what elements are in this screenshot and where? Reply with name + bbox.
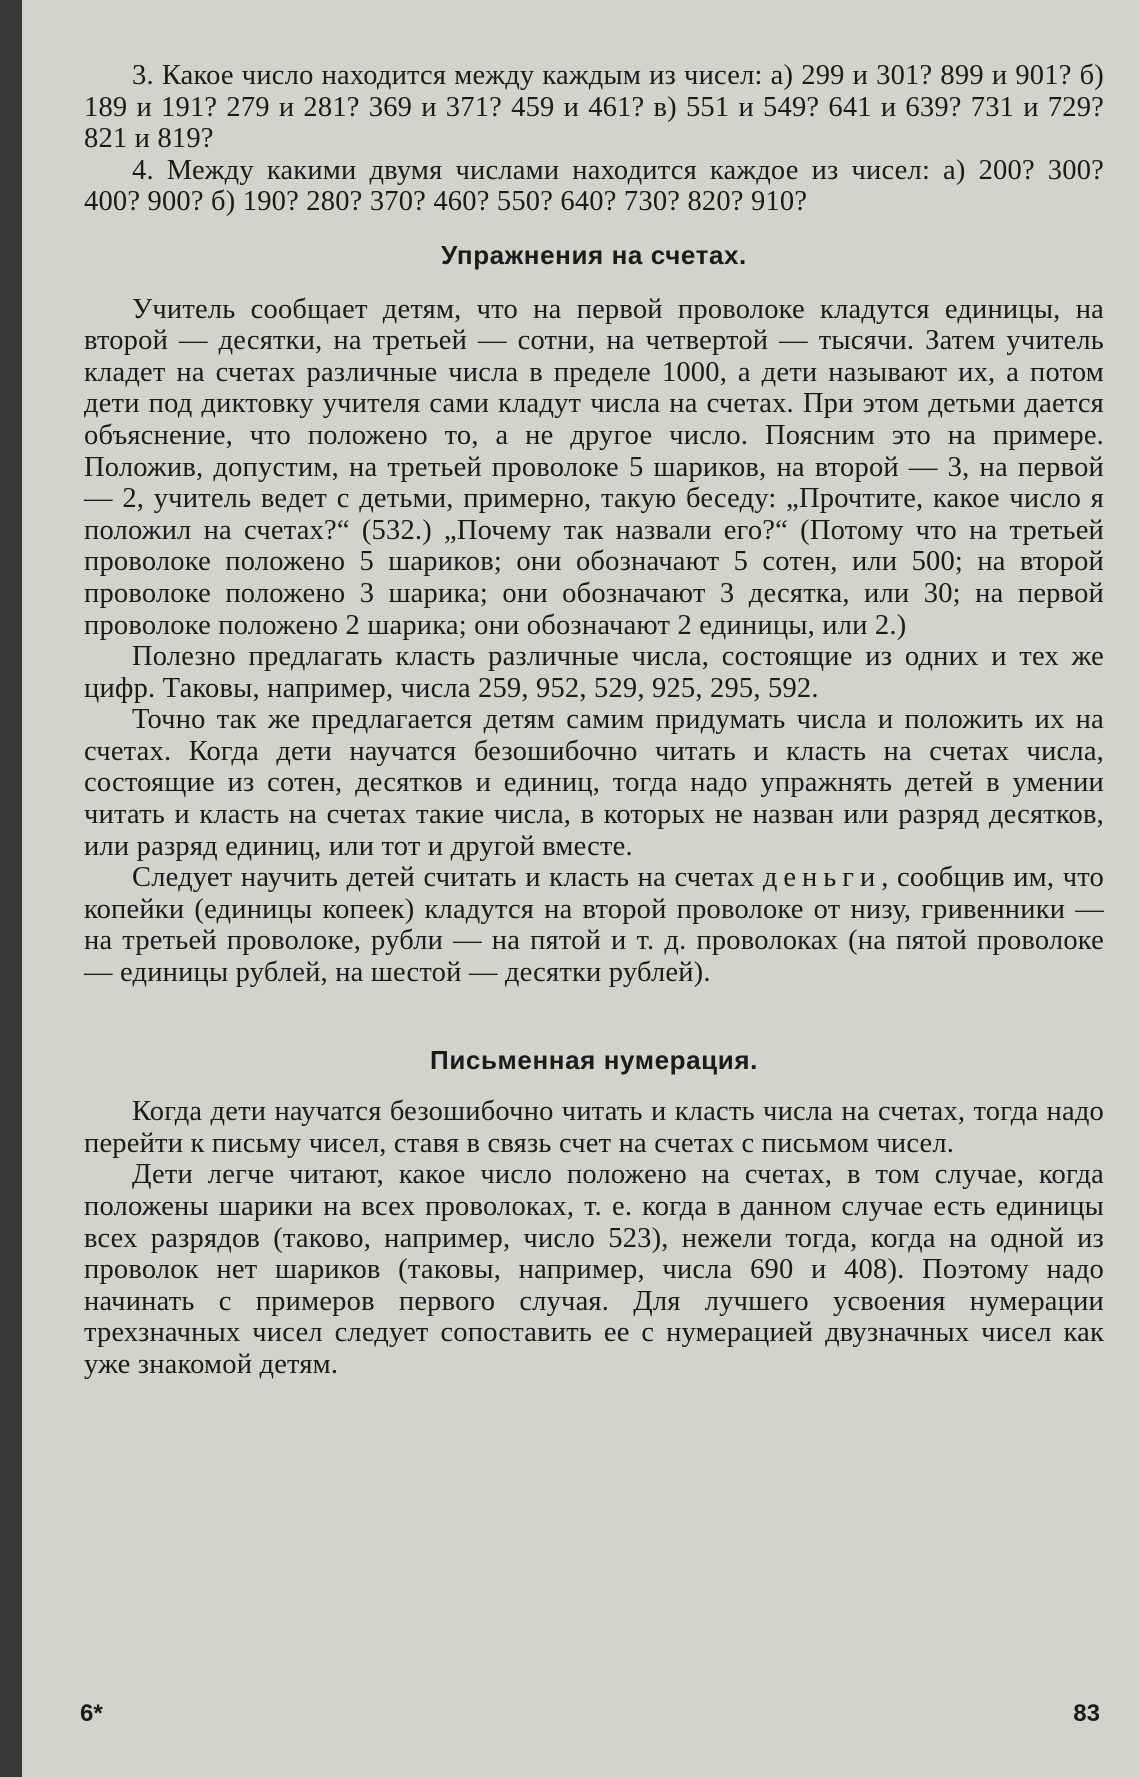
abacus-paragraph-4 xyxy=(84,862,1104,988)
section-heading-abacus: Упражнения на счетах. xyxy=(441,239,747,270)
printer-signature: 6* xyxy=(80,1700,103,1727)
money-text-after: , сообщив им, что копейки (единицы копеек) кладутся на второй проволоке от низу, гривенники — на третьей проволоке, рубли — на пятой и т. д. проволоках (на пятой проволоке — единицы рублей, на шестой — десятки рублей). xyxy=(84,862,1104,989)
numeration-paragraph-2: Дети легче читают, какое число положено на счетах, в том случае, когда положены шарики на всех проволоках, т. е. когда в данном случае есть единицы всех разрядов (таково, например, число 523), нежели тогда, когда на одной из проволок нет шариков (таковы, например, числа 690 и 408). Поэтому надо начинать с примеров первого случая. Для лучшего усвоения нумерации трехзначных чисел следует сопоставить ее с нумерацией двузначных чисел как уже знакомой детям. xyxy=(84,1159,1104,1380)
exercise-3: 3. Какое число находится между каждым из чисел: а) 299 и 301? 899 и 901? б) 189 и 191? 279 и 281? 369 и 371? 459 и 461? в) 551 и 549? 641 и 639? 731 и 729? 821 и 819? xyxy=(84,60,1104,155)
book-page xyxy=(22,0,1140,1777)
page-text xyxy=(84,60,1104,1381)
section-heading-written-numeration: Письменная нумерация. xyxy=(430,1044,758,1075)
money-emphasis: деньги xyxy=(762,862,882,894)
abacus-paragraph-3: Точно так же предлагается детям самим придумать числа и положить их на счетах. Когда дети научатся безошибочно читать и класть на счетах числа, состоящие из сотен, десятков и единиц, тогда надо упражнять детей в умении читать и класть на счетах такие числа, в которых не назван или разряд десятков, или разряд единиц, или тот и другой вместе. xyxy=(84,704,1104,862)
numeration-paragraph-1: Когда дети научатся безошибочно читать и класть числа на счетах, тогда надо перейти к письму чисел, ставя в связь счет на счетах с письмом чисел. xyxy=(84,1096,1104,1159)
money-text-before: Следует научить детей считать и класть на счетах xyxy=(132,862,763,894)
page-number: 83 xyxy=(1073,1700,1100,1727)
exercise-4: 4. Между какими двумя числами находится каждое из чисел: а) 200? 300? 400? 900? б) 190? 280? 370? 460? 550? 640? 730? 820? 910? xyxy=(84,154,1104,218)
abacus-paragraph-2: Полезно предлагать класть различные числа, состоящие из одних и тех же цифр. Таковы, например, числа 259, 952, 529, 925, 295, 592. xyxy=(84,641,1104,704)
abacus-paragraph-1: Учитель сообщает детям, что на первой проволоке кладутся единицы, на второй — десятки, на третьей — сотни, на четвертой — тысячи. Затем учитель кладет на счетах различные числа в пределе 1000, а дети называют их, а потом дети под диктовку учителя сами кладут числа на счетах. При этом детьми дается объяснение, что положено то, а не другое число. Поясним это на примере. Положив, допустим, на третьей проволоке 5 шариков, на второй — 3, на первой — 2, учитель ведет с детьми, примерно, такую беседу: „Прочтите, какое число я положил на счетах?“ (532.) „Почему так назвали его?“ (Потому что на третьей проволоке положено 5 шариков; они обозначают 5 сотен, или 500; на второй проволоке положено 3 шарика; они обозначают 3 десятка, или 30; на первой проволоке положено 2 шарика; они обозначают 2 единицы, или 2.) xyxy=(84,293,1104,641)
